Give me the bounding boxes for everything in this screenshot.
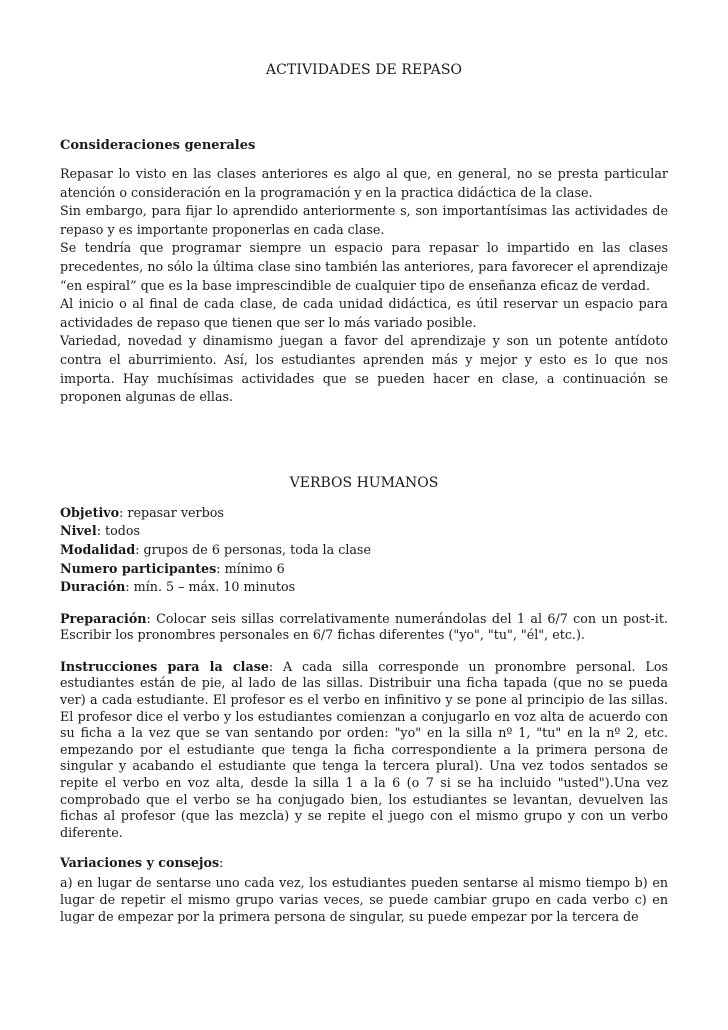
meta-objetivo xyxy=(60,504,668,523)
variations-colon: : xyxy=(219,855,224,871)
meta-key: Numero participantes xyxy=(60,560,217,576)
paragraph: Sin embargo, para fijar lo aprendido anteriormente s, son importantísimas las actividades de repaso y es importante proponerlas en cada clase. xyxy=(60,203,668,237)
document-title: ACTIVIDADES DE REPASO xyxy=(265,62,463,78)
instructions-text: : A cada silla corresponde un pronombre personal. Los estudiantes están de pie, al lado de las sillas. Distribuir una ficha tapada (que no se pueda ver) a cada estudiante. El profesor es el verbo en infinitivo y se pone al principio de las sillas. El profesor dice el verbo y los estudiantes comienzan a conjugarlo en voz alta de acuerdo con su ficha a la vez que se van sentando por orden: "yo" en la silla nº 1, "tu" en la nº 2, etc. empezando por el estudiante que tenga la ficha correspondiente a la primera persona de singular y acabando el estudiante que tenga la tercera plural). Una vez todos sentados se repite el verbo en voz alta, desde la silla 1 a la 6 (o 7 si se ha incluido "usted").Una vez comprobado que el verbo se ha conjugado bien, los estudiantes se levantan, devuelven las fichas al profesor (que las mezcla) y se repite el juego con el mismo grupo y con un verbo diferente. xyxy=(60,658,668,840)
variations-label: Variaciones y consejos xyxy=(60,855,220,871)
meta-key: Objetivo xyxy=(60,504,120,520)
preparation-text: : Colocar seis sillas correlativamente numerándolas del 1 al 6/7 con un post-it. Escribir los pronombres personales en 6/7 fichas diferentes ("yo", "tu", "él", etc.). xyxy=(60,610,668,643)
activity-title: VERBOS HUMANOS xyxy=(289,474,439,491)
variations-text: a) en lugar de sentarse uno cada vez, los estudiantes pueden sentarse al mismo tiempo b) en lugar de repetir el mismo grupo varias veces, se puede cambiar grupo en cada verbo c) en lugar de empezar por la primera persona de singular, su puede empezar por la tercera de xyxy=(60,875,668,925)
preparation-label: Preparación xyxy=(60,610,147,626)
meta-nivel xyxy=(60,522,668,541)
paragraph: Repasar lo visto en las clases anteriores es algo al que, en general, no se presta particular atención o consideración en la programación y en la practica didáctica de la clase. xyxy=(60,166,668,200)
preparation-paragraph xyxy=(60,611,668,644)
meta-modalidad xyxy=(60,541,668,560)
paragraph: Variedad, novedad y dinamismo juegan a favor del aprendizaje y son un potente antídoto contra el aburrimiento. Así, los estudiantes aprenden más y mejor y esto es lo que nos importa. Hay muchísimas actividades que se pueden hacer en clase, a continuación se proponen algunas de ellas. xyxy=(60,333,668,405)
paragraph: Se tendría que programar siempre un espacio para repasar lo impartido en las clases precedentes, no sólo la última clase sino también las anteriores, para favorecer el aprendizaje “en espiral” que es la base imprescindible de cualquier tipo de enseñanza eficaz de verdad. xyxy=(60,240,668,293)
meta-participantes xyxy=(60,560,668,579)
meta-duracion xyxy=(60,578,668,597)
variations-heading xyxy=(60,854,668,872)
activity-meta xyxy=(60,504,668,597)
meta-value: : mín. 5 – máx. 10 minutos xyxy=(125,579,296,595)
meta-key: Duración xyxy=(60,579,126,595)
meta-value: : mínimo 6 xyxy=(216,560,285,576)
meta-key: Nivel xyxy=(60,523,97,539)
considerations-body xyxy=(60,165,668,407)
meta-key: Modalidad xyxy=(60,541,136,557)
paragraph: Al inicio o al final de cada clase, de cada unidad didáctica, es útil reservar un espacio para actividades de repaso que tienen que ser lo más variado posible. xyxy=(60,296,668,330)
meta-value: : repasar verbos xyxy=(119,504,224,520)
instructions-paragraph xyxy=(60,659,668,842)
meta-value: : todos xyxy=(96,523,141,539)
instructions-label: Instrucciones para la clase xyxy=(60,658,269,674)
meta-value: : grupos de 6 personas, toda la clase xyxy=(135,541,371,557)
considerations-heading: Consideraciones generales xyxy=(60,138,256,153)
